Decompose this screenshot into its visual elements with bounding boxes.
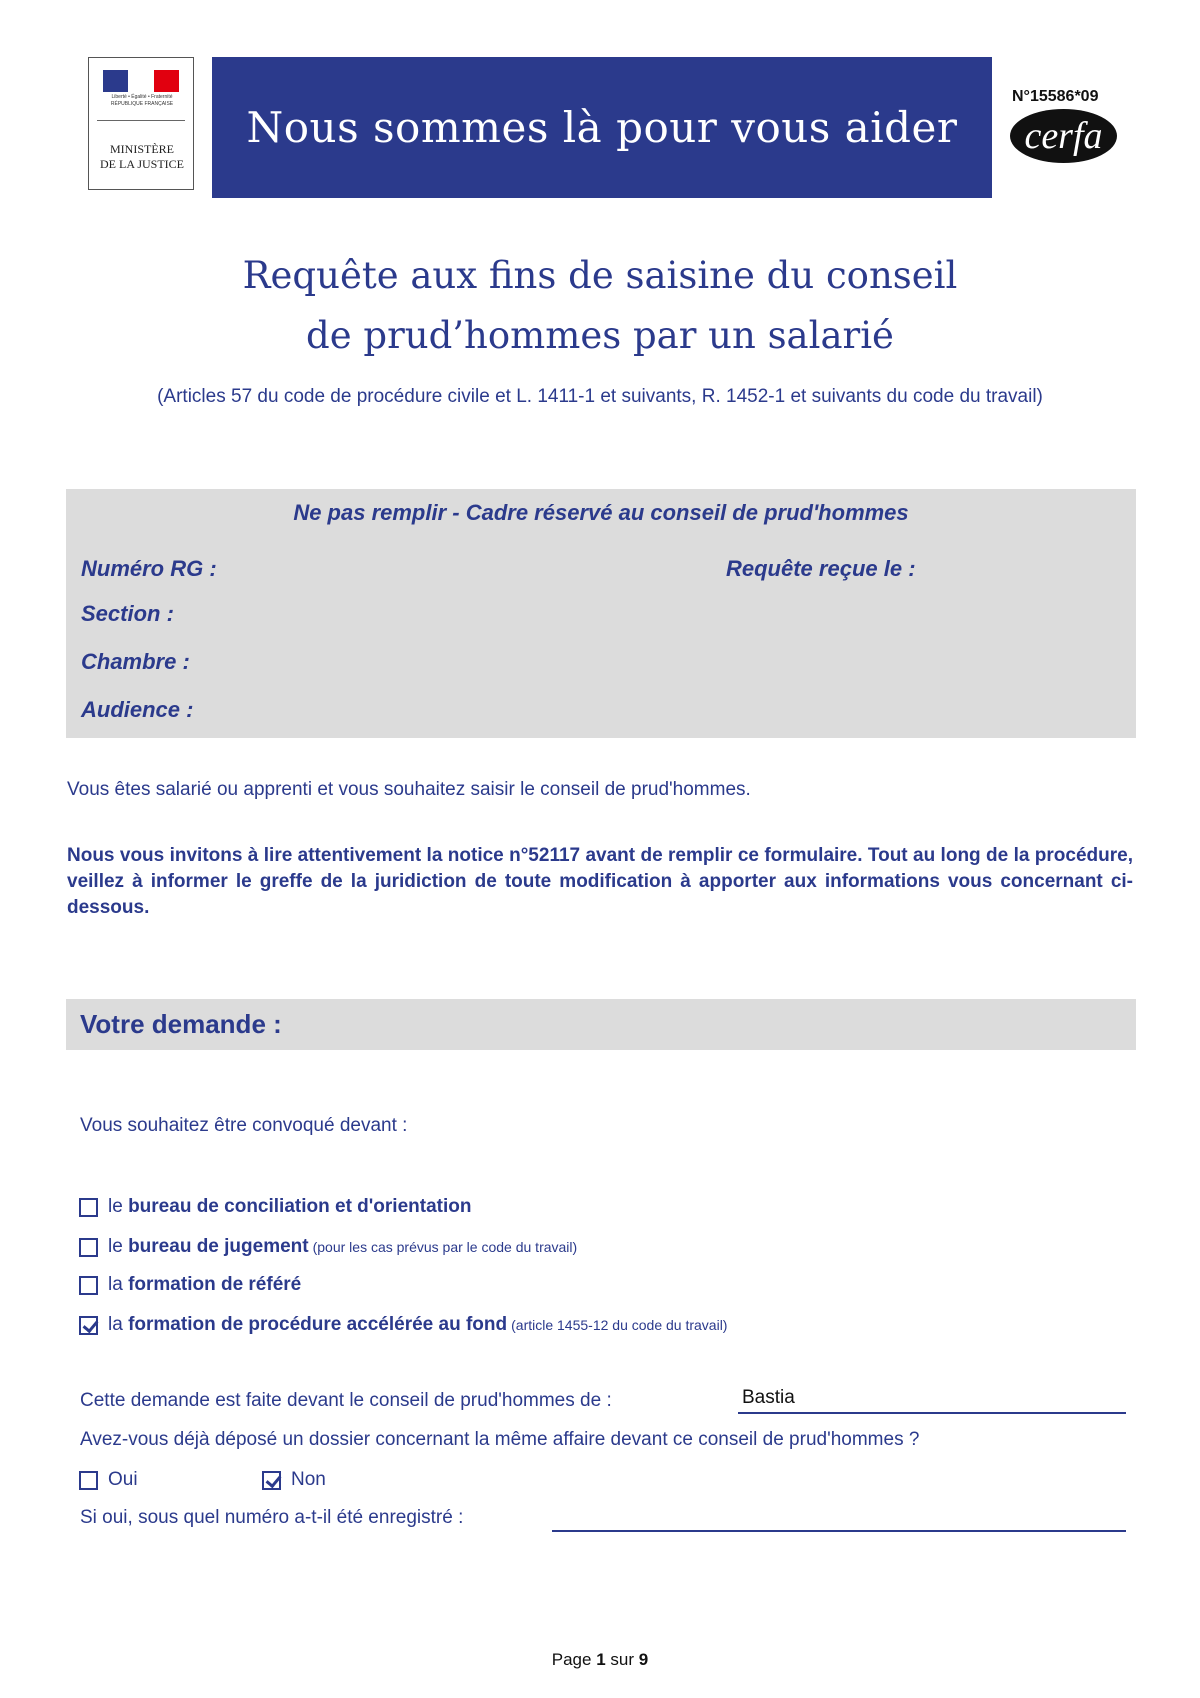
header-banner (212, 57, 992, 198)
option-prefix: le (108, 1236, 123, 1257)
registration-number-label: Si oui, sous quel numéro a-t-il été enregistré : (80, 1507, 464, 1528)
page-current: 1 (596, 1650, 606, 1669)
ministry-name-line1: MINISTÈRE (110, 142, 174, 156)
section-header (66, 999, 1136, 1050)
checkbox-procedure-acceleree[interactable] (79, 1316, 98, 1335)
marianne-flag-icon (103, 70, 179, 92)
page-total: 9 (638, 1650, 649, 1669)
checkbox-jugement[interactable] (79, 1238, 98, 1257)
ministry-name-line2: DE LA JUSTICE (100, 157, 184, 171)
title-line2: de prud’hommes par un salarié (306, 314, 894, 357)
ministry-name (93, 142, 191, 172)
banner-text: Nous sommes là pour vous aider (246, 103, 958, 152)
cerfa-logo-text: cerfa (1024, 115, 1103, 157)
requete-recue-label: Requête reçue le : (726, 556, 916, 581)
option-oui[interactable] (79, 1469, 138, 1491)
option-prefix: la (108, 1274, 123, 1295)
ministry-logo (88, 57, 194, 190)
oui-label: Oui (108, 1469, 138, 1490)
convoque-label: Vous souhaitez être convoqué devant : (80, 1115, 408, 1136)
reserved-frame (66, 489, 1136, 738)
option-label: bureau de jugement (128, 1236, 309, 1257)
numero-rg-label: Numéro RG : (81, 556, 217, 581)
legal-articles: (Articles 57 du code de procédure civile et L. 1411-1 et suivants, R. 1452-1 et suivants du code du travail) (157, 386, 1043, 407)
option-non[interactable] (262, 1469, 326, 1491)
option-prefix: la (108, 1314, 123, 1335)
non-label: Non (291, 1469, 326, 1490)
reserved-frame-title: Ne pas remplir - Cadre réservé au conseil de prud'hommes (293, 500, 909, 525)
section-title: Votre demande : (80, 1009, 282, 1039)
checkbox-non[interactable] (262, 1471, 281, 1490)
council-input[interactable]: Bastia (738, 1383, 1126, 1414)
page-word: Page (551, 1650, 592, 1669)
already-filed-label: Avez-vous déjà déposé un dossier concernant la même affaire devant ce conseil de prud'hommes ? (80, 1429, 920, 1450)
council-label: Cette demande est faite devant le conseil de prud'hommes de : (80, 1390, 612, 1411)
audience-label: Audience : (81, 697, 194, 722)
cerfa-logo (1010, 109, 1117, 163)
sur-word: sur (610, 1650, 635, 1669)
option-label: formation de procédure accélérée au fond (128, 1314, 508, 1335)
option-note: (article 1455-12 du code du travail) (511, 1317, 728, 1333)
option-label: formation de référé (128, 1274, 302, 1295)
option-refere[interactable] (79, 1274, 301, 1296)
chambre-label: Chambre : (81, 649, 190, 674)
checkbox-conciliation[interactable] (79, 1198, 98, 1217)
checkbox-refere[interactable] (79, 1276, 98, 1295)
option-prefix: le (108, 1196, 123, 1217)
logo-republic: RÉPUBLIQUE FRANÇAISE (110, 101, 174, 107)
page-title (120, 246, 1080, 366)
logo-motto: Liberté • Égalité • Fraternité (111, 94, 173, 100)
option-label: bureau de conciliation et d'orientation (128, 1196, 472, 1217)
page-footer (0, 1650, 1200, 1670)
intro-text: Vous êtes salarié ou apprenti et vous souhaitez saisir le conseil de prud'hommes. (67, 779, 751, 800)
title-line1: Requête aux fins de saisine du conseil (242, 254, 958, 297)
notice-text: Nous vous invitons à lire attentivement la notice n°52117 avant de remplir ce formulaire. Tout au long de la procédure, veillez à informer le greffe de la juridiction de toute modification à apporter aux informations vous concernant ci-dessous. (67, 845, 1133, 918)
cerfa-number: N°15586*09 (1012, 88, 1099, 105)
registration-number-input[interactable] (552, 1503, 1126, 1532)
checkbox-oui[interactable] (79, 1471, 98, 1490)
option-conciliation[interactable] (79, 1196, 471, 1218)
option-procedure-acceleree[interactable] (79, 1314, 727, 1336)
option-jugement[interactable] (79, 1236, 577, 1258)
option-note: (pour les cas prévus par le code du travail) (312, 1239, 578, 1255)
section-label: Section : (81, 601, 174, 626)
logo-divider (97, 120, 185, 121)
